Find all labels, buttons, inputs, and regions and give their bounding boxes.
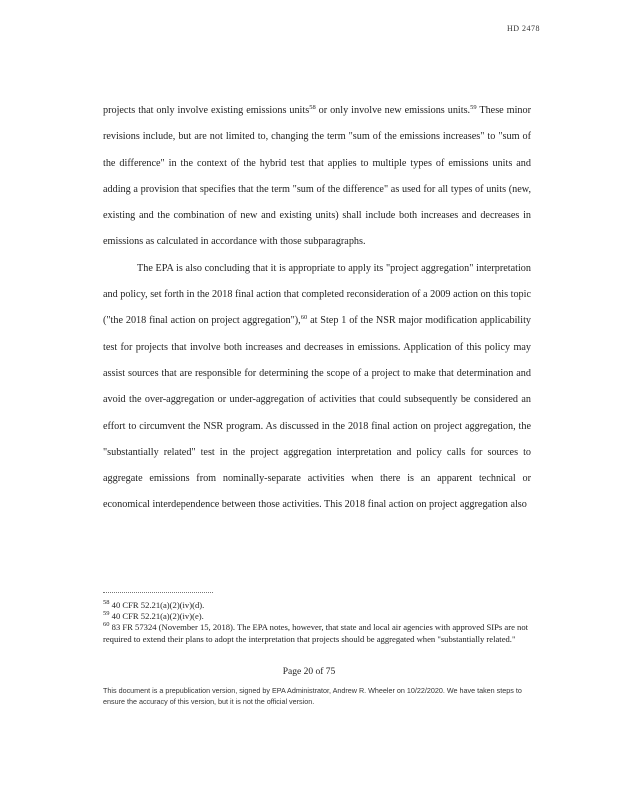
- footnote-ref-58: 58: [309, 104, 316, 111]
- footnote-58: [103, 600, 533, 611]
- footnote-text: 40 CFR 52.21(a)(2)(iv)(d).: [109, 600, 205, 610]
- prepublication-disclaimer: This document is a prepublication version, signed by EPA Administrator, Andrew R. Wheeler on 10/22/2020. We have taken steps to ensure the accuracy of this version, but it is not the official version.: [103, 686, 522, 706]
- paragraph-2: [103, 256, 531, 519]
- footnote-60: [103, 622, 533, 644]
- footnote-number: 59: [103, 610, 110, 618]
- footnote-separator: [103, 592, 213, 593]
- footnote-text: 40 CFR 52.21(a)(2)(iv)(e).: [109, 611, 204, 622]
- footnote-number: 58: [103, 599, 110, 606]
- footnote-number: 60: [103, 621, 110, 629]
- footnote-text: 83 FR 57324 (November 15, 2018). The EPA notes, however, that state and local air agencies with approved SIPs are not required to extend their plans to adopt the interpretation that projects should be aggregated when "substantially related.": [103, 622, 529, 644]
- page-number: Page 20 of 75: [282, 667, 336, 677]
- paragraph-1-rest: These minor revisions include, but are not limited to, changing the term "sum of the emissions increases" to "sum of the difference" in the context of the hybrid test that applies to multiple types of emissions units and adding a provision that specifies that the term "sum of the difference" as used for all types of units (new, existing and the combination of new and existing units) shall include both increases and decreases in emissions as calculated in accordance with those subparagraphs.: [103, 105, 531, 248]
- paragraph-1-start: projects that only involve existing emissions units: [103, 105, 310, 116]
- footnote-ref-59: 59: [470, 104, 477, 111]
- paragraph-2-rest: at Step 1 of the NSR major modification applicability test for projects that involve both increases and decreases in emissions. Application of this policy may assist sources that are responsible for determining the scope of a project to make that determination and avoid the over-aggregation or under-aggregation of activities that could subsequently be considered an effort to circumvent the NSR program. As discussed in the 2018 final action on project aggregation, the "substantially related" test in the project aggregation interpretation and policy calls for sources to aggregate emissions from nominally-separate activities when there is an apparent technical or economical interdependence between those activities. This 2018 final action on project aggregation also: [103, 315, 531, 511]
- paragraph-2-start: The EPA is also concluding that it is appropriate to apply its "project aggregation" interpretation and policy, set forth in the 2018 final action that completed reconsideration of a 2009 action on this topic ("the 2018 final action on project aggregation"),: [103, 262, 531, 327]
- page-header-id: HD 2478: [506, 24, 540, 33]
- body-text: [103, 98, 531, 519]
- footnotes: [103, 600, 533, 645]
- paragraph-1-mid: or only involve new emissions units.: [315, 105, 471, 116]
- footnote-ref-60: 60: [300, 314, 308, 322]
- paragraph-1: [103, 98, 531, 256]
- footnote-59: [103, 611, 533, 622]
